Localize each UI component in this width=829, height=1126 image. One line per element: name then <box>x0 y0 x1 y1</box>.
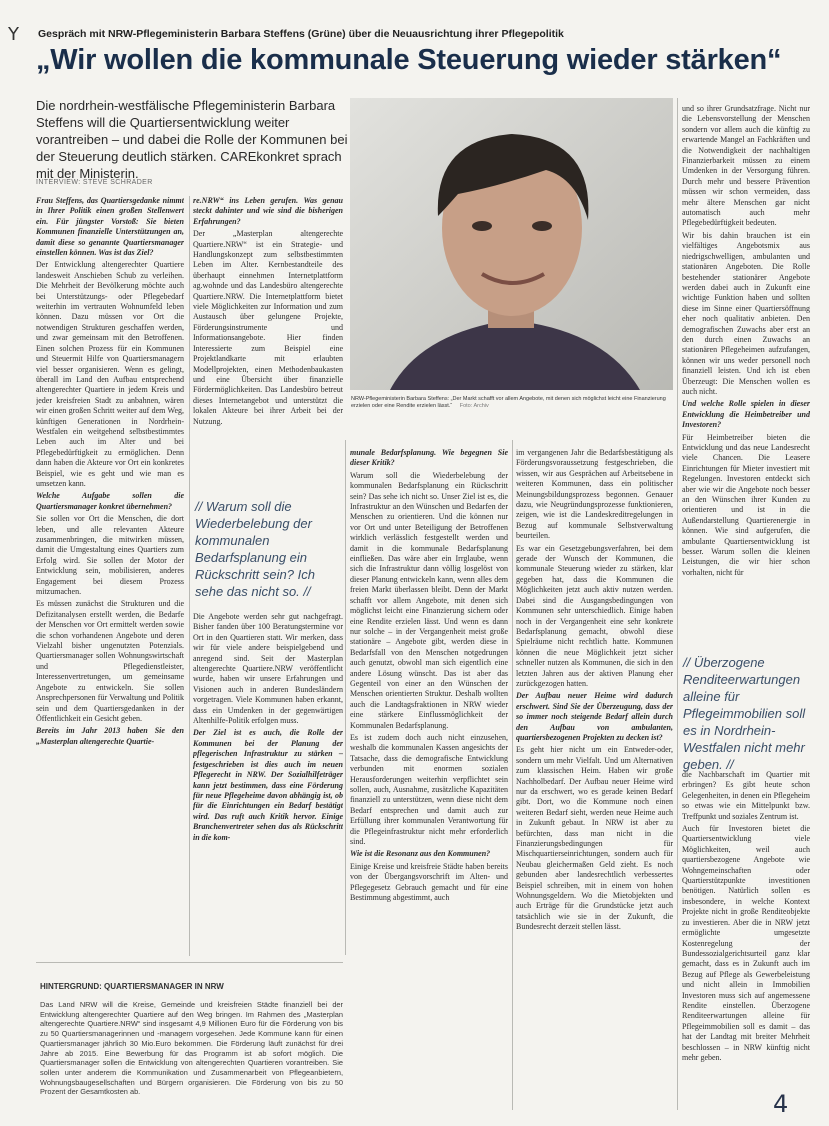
answer-text: Sie sollen vor Ort die Menschen, die dort leben, und alle relevanten Akteure zusammenbringen, die mitwirken müssen, damit die Umgestaltung eines Quartiers zum Erfolg wird. Sie sollen der Motor der Entwicklung sein, mobilisieren, anderes Engagement bei diesem Prozess mitzumachen. <box>36 514 184 597</box>
portrait-illustration <box>350 98 673 390</box>
answer-text: Der Entwicklung altengerechter Quartiere landesweit Anschieben Schub zu verleihen. Die Mehrheit der Bevölkerung möchte auch bei Unterstützungs- oder Pflegebedarf weiterhin im vertrauten Wohnumfeld leben können. Dazu müssen vor Ort die notwendigen Strukturen geschaffen werden, und zwar gemeinsam mit den Betroffenen. Einen solchen Prozess für ein Kommunen und Steuermit Hilfe von Quartiersmanagern viel besser organisieren. Wenn es gelingt, überall im Land den Aufbau entsprechend altengerechter Quartiere in jedem Kreis und jeder kreisfreien Stadt zu anbahnen, wären wir einen großen Schritt weiter auf dem Weg, künftigen Generationen in Nordrhein-Westfalen ein weitgehend selbstbestimmtes Leben auch im Alter und bei Pflegebedürftigkeit zu ermöglichen. Denn dann haben die Akteure vor Ort ein konkretes Beispiel, wie es geht und wie man es umsetzen kann. <box>36 260 184 488</box>
answer-text: im vergangenen Jahr die Bedarfsbestätigung als Förderungsvoraussetzung festgeschrieben, die wissen, wir aus Gesprächen auf Arbeitsebene in weiteren Kommunen, dass ein politischer Meinungsbildungsprozess begonnen. Genauer dazu, wie Neugründungsprozesse funktionieren, zeigen, wie ist die Landeskreditregelungen in Bezug auf kommunale Selbstverwaltung beurteilen. <box>516 448 673 541</box>
column-5-top <box>682 104 810 640</box>
photo-caption-block <box>351 396 673 410</box>
kicker-line: Gespräch mit NRW-Pflegeministerin Barbara Steffens (Grüne) über die Neuausrichtung ihrer Pflegepolitik <box>38 28 564 40</box>
question-continued: munale Bedarfsplanung. Wie begegnen Sie dieser Kritik? <box>350 448 508 468</box>
question-2: Welche Aufgabe sollen die Quartiersmanager konkret übernehmen? <box>36 491 184 511</box>
answer-text: und so ihrer Grundsatzfrage. Nicht nur die Lebensvorstellung der Menschen sondern vor allem auch die künftig zu erwartende Mangel an Fachkräften und die Notwendigkeit der nachhaltigen Finanzierbarkeit müssen zu einem Umdenken in der Versorgung führen. Durch mehr und bessere Prävention müssen wir schon vermeiden, dass mehr ältere Menschen gar nicht automatisch auch mehr Pflegebedürftigkeit bedeuten. <box>682 104 810 228</box>
answer-text: Es ist zudem doch auch nicht einzusehen, weshalb die kommunalen Kassen angesichts der Tatsache, dass die demografische Entwicklung verbunden mit enormen sozialen Herausforderungen weiterhin verpflichtet sein sollen, auch, Ausnahme, zusätzliche Kapazitäten finanziell zu unterstützen, wenn diese nicht dem Bedarf entsprechen und damit auch zur Erfüllung ihrer kommunalen Verantwortung für die Pflegeinfrastruktur nicht mehr erforderlich sind. <box>350 732 508 847</box>
question-3: Bereits im Jahr 2013 haben Sie den „Masterplan altengerechte Quartie- <box>36 726 184 746</box>
answer-text: Wir bis dahin brauchen ist ein vielfältiges Angebotsmix aus niedrigschwelligen, ambulanten und stationären Angeboten. Die Rolle bestehender stationärer Angebote werden dabei auch in Zukunft eine wichtige Funktion haben und sollten diese im Sinne einer Quartiersöffnung eher noch qualitativ anbieten. Den demografischen Zuwachs aber erst an den durch einen Zuwachs an stationären Pflegeheimen aufzufangen, können wir uns weder personell noch finanziell leisten. Und ich ist eben Überzeugt: Die Menschen wollen es auch nicht. <box>682 230 810 396</box>
intro-paragraph: Die nordrhein-westfälische Pflegeministerin Barbara Steffens will die Quartiersentwicklung weiter vorantreiben – und dabei die Rolle der Kommunen bei der Steuerung deutlich stärken. CAREkonkret sprach mit der Ministerin. <box>36 98 348 181</box>
box-rule <box>36 962 343 963</box>
question-continued: re.NRW“ ins Leben gerufen. Was genau steckt dahinter und wie sind die bisherigen Erfahrungen? <box>193 196 343 226</box>
answer-text: Die Angebote werden sehr gut nachgefragt. Bisher fanden über 100 Beratungstermine vor Ort in den Quartieren statt. Wir merken, dass wir für viele andere beispielgebend und anregend sind. Seit der Masterplan altengerechte Quartiere.NRW veröffentlicht wurde, haben wir unsere Erfahrungen und Visionen auch in anderen Bundesländern vorgetragen. Viele Kommunen haben erkannt, dass ein Umdenken in der gegenwärtigen Altenhilfe-Politik erfolgen muss. <box>193 612 343 726</box>
answer-text: Es war ein Gesetzgebungsverfahren, bei dem gerade der Wunsch der Kommunen, die kommunale Steuerung wieder zu stärken, klar gegeben hat, dass die Kommunen die Möglichkeiten jetzt auch aktiv nutzen werden. Dabei sind die Ausgangsbedingungen von Kommunen sehr unterschiedlich. Einige haben noch in der Vergangenheit eine sehr konkrete Bedarfsplanung gemacht, obwohl diese Spielräume nicht rechtlich hatte. Kommunen können die neue Möglichkeit jetzt sicher schneller nutzen als Kommunen, die sich in den letzten Jahren aus der aktiven Planung eher zurückgezogen hatten. <box>516 543 673 688</box>
column-1 <box>36 196 184 958</box>
answer-text: Warum soll die Wiederbelebung der kommunalen Bedarfsplanung ein Rückschritt sein? Das sehe ich nicht so. Unser Ziel ist es, die Infrastruktur an den Wünschen und Bedarfen der Menschen zu orientieren. Und die können nur vor Ort und unter Beteiligung der Betroffenen wirklich verlässlich festgestellt werden und damit in die kommunale Bedarfsplanung einfließen. Das wäre aber ein Irrglaube, wenn sich die Infrastruktur dann völlig losgelöst von dieser Planung entwickeln kann, wenn alles dem freien Markt überlassen bleibt. Denn der Markt schafft vor allem Angebote, mit denen sich möglichst leicht eine Finanzierung sichern oder eine Rendite erzielen lässt. Und wenn es dann nur solche – in der Vergangenheit meist große stationäre – Angebote gibt, werden diese in Bedarfsfall von den Menschen notgedrungen auch genutzt, obwohl man sich eigentlich eine andere Lösung wünscht. Das ist aber das Gegenteil von einer an den Wünschen der Menschen orientierten Struktur. Deshalb wollten auch die Landtagsfraktionen in NRW wieder eine stärkere Einflussmöglichkeit der Kommunalen Bedarfsplanung. <box>350 470 508 730</box>
margin-mark: Y <box>8 24 19 45</box>
column-4 <box>516 448 673 1110</box>
answer-text: Es geht hier nicht um ein Entweder-oder, sondern um mehr Vielfalt. Und um Alternativen zum klassischen Heim. Haben wir große Nachholbedarf. Der Aufbau neuer Heime wird nur da erschwert, wo es gerade keinen Bedarf gibt. Dort, wo die Kommune noch einen weiteren Bedarf sieht, werden neue Heime auch in Zukunft gebaut. In NRW ist aber zu befürchten, dass man nicht in die Finanzierungsbedingungen für Mischquartierseinrichtungen, sondern auch für Neubau gleichermaßen Geld zieht. Es noch gebunden aber landesrechtlich verbessertes Beispiel schreiben, mit in einem von hohen Wohnungsgeldern. Wo die Mietobjekten und auch Erträge für die Grundstücke jetzt auch tatsächlich wie sie in der Zukunft, die Bundesrecht derzeit stellen lässt. <box>516 745 673 932</box>
background-box-text: Das Land NRW will die Kreise, Gemeinde und kreisfreien Städte finanziell bei der Entwicklung altengerechter Quartiere auf den Weg bringen. Im Rahmen des „Masterplan altengerechte Quartiere.NRW“ sind insgesamt 4,9 Millionen Euro für die Förderung von bis zu 50 Quartiersmanagerinnen und -managern vorgesehen. Jede Kommune kann für einen Quartiersmanager jährlich 30 Mio.Euro bekommen. Die Förderung läuft zunächst für drei Jahre ab 2015. Eine Bewerbung für das Programm ist ab sofort möglich. Die Quartiersmanager sollen die Entwicklung von altengerechten Quartieren vorantreiben. Sie sollen unter anderem die Kommunikation und Zusammenarbeit von Pflegeanbietern, Wohnungsbaugesellschaften und Bürgern organisieren. Die Förderung von bis zu 50 Prozent der Gesamtkosten ab. <box>40 1000 343 1097</box>
pull-quote-2: // Überzogene Renditeerwartungen alleine für Pflegeimmobilien soll es in Nordrhein-Westfalen nicht mehr geben. // <box>683 655 806 772</box>
answer-text: Für Heimbetreiber bieten die Entwicklung und das neue Landesrecht viele Chancen. Die Leasere Einrichtungen für Mieter investiert mit Regelungen. Investoren entdeckt sich aber wie wir die Angebote noch besser an den Wünschen ihrer Kunden zu orientieren und ist in die Außendarstellung Quartierenergie in können. Wie sind aufgerufen, die ambulante Quartiersentwicklung ist besser. Warum sollen die kleinen Leistungen, die wir hier schon vorhalten, nicht für <box>682 432 810 577</box>
column-rule <box>189 196 190 956</box>
byline: INTERVIEW: STEVE SCHRADER <box>36 179 153 186</box>
answer-text: Einige Kreise und kreisfreie Städte haben bereits von der Übergangsvorschrift im Alten- und Pflegegesetz Gebrauch gemacht und für eine Bestimmung abgestimmt, auch <box>350 861 508 903</box>
page-number: 4 <box>773 1090 789 1118</box>
answer-text: Auch für Investoren bietet die Quartiersentwicklung viele Möglichkeiten, weil auch quartiersbezogene Angebote wie Wohngemeinschaften oder Quartierstützpunkte investitionen benötigen. Natürlich sollen es insbesondere, in welche Kontext Projekte nicht in große Renditeobjekte zu investieren. Aber die in NRW jetzt ermöglichte umgesetzte Kostenregelung der Bundessozialgerichtsurteil ganz klar gemacht, dass es in Zukunft auch im Bezug auf Pflege als Gewerbeleistung und nicht allein in Immobilien Investoren muss sich auf angemessene Rendite einstellen. Überzogene Renditeerwartungen alleine für Pflegeimmobilien soll es damit – das hat der Landtag mit breiter Mehrheit beschlossen – in NRW künftig nicht mehr geben. <box>682 824 810 1062</box>
column-5-bottom <box>682 770 810 1110</box>
question-6: Der Aufbau neuer Heime wird dadurch erschwert. Sind Sie der Überzeugung, dass der so immer noch steigende Bedarf allein durch den Aufbau von ambulanten, quartiersbezogenen Projekten zu decken ist? <box>516 691 673 742</box>
column-2-bottom <box>193 612 343 958</box>
column-3 <box>350 448 508 1110</box>
column-rule <box>677 98 678 1110</box>
answer-text: Es müssen zunächst die Strukturen und die Defizitanalysen erstellt werden, die Bedarfe der Menschen vor Ort ermittelt werden sowie die schon vorhandenen Angebote und deren Vielzahl bisher ungenutzten Potenzials. Quartiersmanager sollen Wohnungswirtschaft und Pflegedienstleister, Interessenvertretungen, um gemeinsame Angebote zu entwickeln. Sie sollen Ansprechpersonen für Verwaltung und Politik sein und dem Quartiersgedanken in der Öffentlichkeit ein Gesicht geben. <box>36 599 184 723</box>
answer-text: Der „Masterplan altengerechte Quartiere.NRW“ ist ein Strategie- und Handlungskonzept zum selbstbestimmten Leben im Alter. Kernbestandteile des überhaupt einnehmen Internetplattform ag.wohnde und das Landesbüro altengerechte Quartiere.NRW. Die Internetplattform bietet viele Möglichkeiten zur Information und zum Austausch über gelungene Projekte, Förderungsinstrumente und Informationsangebote. Hier finden Interessierte zum Beispiel eine Projektlandkarte mit erlaubten Modellprojekten, einen Methodenbaukasten und eine Übersicht über finanzielle Fördermöglichkeiten. Das Landesbüro betreut dieses Internetangebot und unterstützt die lokalen Akteure bei ihrer Arbeit bei der Nutzung. <box>193 229 343 426</box>
photo-credit: Foto: Archiv <box>459 403 489 409</box>
column-rule <box>512 440 513 1110</box>
question-1: Frau Steffens, das Quartiersgedanke nimmt in Ihrer Politik einen großen Stellenwert ein. Für jüngster Vorstoß: Sie bieten Kommunen finanzielle Unterstützungen an, damit diese so genannte Quartiersmanager einstellen können. Was ist das Ziel? <box>36 196 184 258</box>
column-2-top <box>193 196 343 446</box>
question-7: Und welche Rolle spielen in dieser Entwicklung die Heimbetreiber und Investoren? <box>682 399 810 430</box>
headline: „Wir wollen die kommunale Steuerung wieder stärken“ <box>36 44 782 76</box>
pull-quote-1: // Warum soll die Wiederbelebung der kommunalen Bedarfsplanung ein Rückschritt sein? Ich sehe das nicht so. // <box>195 499 315 599</box>
minister-photo <box>350 98 673 390</box>
photo-caption: NRW-Pflegeministerin Barbara Steffens: „Der Markt schafft vor allem Angebote, mit denen sich möglichst leicht eine Finanzierung erzielen oder eine Rendite erzielen lässt.“ <box>351 396 666 409</box>
answer-text: die Nachbarschaft im Quartier mit erbringen? Es gibt heute schon Gelegenheiten, in denen ein Pflegeheim so etwas wie ein Mittelpunkt bzw. Treffpunkt und soziales Zentrum ist. <box>682 770 810 821</box>
background-box-title: HINTERGRUND: QUARTIERSMANAGER IN NRW <box>40 982 224 991</box>
question-4: Der Ziel ist es auch, die Rolle der Kommunen bei der Planung der pflegerischen Infrastruktur zu stärken – festgeschrieben ist dies auch im neuen Pflegerecht in NRW. Der Sozialhilfeträger kann jetzt bestimmen, dass eine Förderung für neue Pflegeheime davon abhängig ist, ob für die Einrichtungen ein Bedarf bestätigt wird. Das ruft auch Kritik hervor. Einige Branchenvertreter sehen das als Rückschritt in die kom- <box>193 728 343 842</box>
question-5: Wie ist die Resonanz aus den Kommunen? <box>350 849 491 859</box>
column-rule <box>345 440 346 955</box>
